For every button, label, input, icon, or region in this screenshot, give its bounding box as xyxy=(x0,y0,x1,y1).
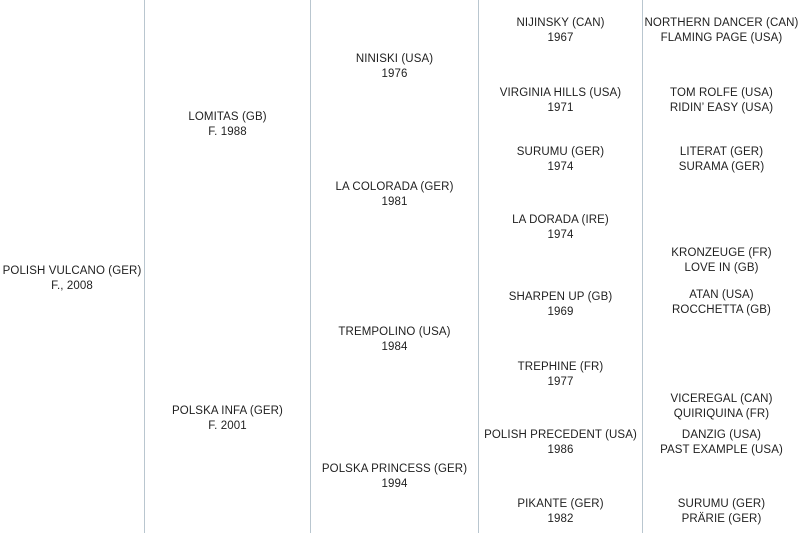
ancestor-dam: LOVE IN (GB) xyxy=(684,262,759,274)
ancestor-sire: VICEREGAL (CAN) xyxy=(670,393,773,405)
grandparent-name: TREMPOLINO (USA) xyxy=(338,326,451,338)
grandparent-entry xyxy=(311,462,478,492)
grandparent-entry xyxy=(311,52,478,82)
great-grandparent-entry xyxy=(479,86,642,116)
ancestor-dam: ROCCHETTA (GB) xyxy=(672,304,771,316)
great-grandparent-name: SHARPEN UP (GB) xyxy=(508,291,613,303)
great-grandparent-entry xyxy=(479,290,642,320)
great-grandparent-entry xyxy=(479,145,642,175)
dam-entry xyxy=(145,404,310,434)
ancestor-pair xyxy=(643,145,800,175)
great-grandparent-detail: 1974 xyxy=(547,161,574,173)
great-grandparent-name: PIKANTE (GER) xyxy=(517,498,604,510)
grandparent-name: NINISKI (USA) xyxy=(355,53,434,65)
great-grandparent-name: LA DORADA (IRE) xyxy=(512,214,609,226)
ancestor-sire: ATAN (USA) xyxy=(689,289,754,301)
dam-detail: F. 2001 xyxy=(208,420,247,432)
grandparent-detail: 1976 xyxy=(381,68,408,80)
great-grandparent-detail: 1971 xyxy=(547,102,574,114)
great-grandparent-detail: 1977 xyxy=(547,376,574,388)
sire-detail: F. 1988 xyxy=(208,126,247,138)
ancestor-dam: RIDIN’ EASY (USA) xyxy=(669,102,774,114)
grandparent-name: LA COLORADA (GER) xyxy=(335,181,454,193)
ancestor-dam: SURAMA (GER) xyxy=(678,161,765,173)
ancestor-dam: FLAMING PAGE (USA) xyxy=(660,32,783,44)
grandparent-entry xyxy=(311,180,478,210)
great-grandparent-name: NIJINSKY (CAN) xyxy=(516,17,605,29)
ancestor-sire: SURUMU (GER) xyxy=(677,498,766,510)
ancestor-pair xyxy=(643,392,800,422)
great-grandparent-entry xyxy=(479,360,642,390)
ancestor-dam: QUIRIQUINA (FR) xyxy=(673,408,770,420)
sire-entry xyxy=(145,110,310,140)
ancestor-pair xyxy=(643,86,800,116)
ancestor-sire: TOM ROLFE (USA) xyxy=(670,87,773,99)
ancestor-sire: NORTHERN DANCER (CAN) xyxy=(644,17,799,29)
ancestor-pair xyxy=(643,246,800,276)
ancestor-dam: PRÄRIE (GER) xyxy=(681,513,762,525)
ancestor-pair xyxy=(643,497,800,527)
great-grandparent-name: SURUMU (GER) xyxy=(516,146,605,158)
great-grandparent-entry xyxy=(479,213,642,243)
great-grandparent-entry xyxy=(479,428,642,458)
great-grandparent-name: VIRGINIA HILLS (USA) xyxy=(499,87,622,99)
ancestor-dam: PAST EXAMPLE (USA) xyxy=(660,444,783,456)
horse-name: POLISH VULCANO (GER) xyxy=(2,265,142,277)
sire-name: LOMITAS (GB) xyxy=(188,111,267,123)
great-grandparent-detail: 1967 xyxy=(547,32,574,44)
great-grandparent-detail: 1986 xyxy=(547,444,574,456)
ancestor-sire: LITERAT (GER) xyxy=(679,146,764,158)
horse-entry xyxy=(0,264,144,294)
grandparent-detail: 1981 xyxy=(381,196,408,208)
dam-name: POLSKA INFA (GER) xyxy=(172,405,283,417)
great-grandparent-detail: 1982 xyxy=(547,513,574,525)
great-grandparent-entry xyxy=(479,497,642,527)
great-grandparent-name: TREPHINE (FR) xyxy=(517,361,604,373)
horse-detail: F., 2008 xyxy=(51,280,93,292)
great-grandparent-name: POLISH PRECEDENT (USA) xyxy=(484,429,637,441)
great-grandparent-detail: 1969 xyxy=(547,306,574,318)
ancestor-sire: KRONZEUGE (FR) xyxy=(671,247,772,259)
ancestor-pair xyxy=(643,428,800,458)
ancestor-sire: DANZIG (USA) xyxy=(681,429,762,441)
ancestor-pair xyxy=(643,16,800,46)
ancestor-pair xyxy=(643,288,800,318)
grandparent-detail: 1984 xyxy=(381,341,408,353)
grandparent-entry xyxy=(311,325,478,355)
great-grandparent-entry xyxy=(479,16,642,46)
grandparent-name: POLSKA PRINCESS (GER) xyxy=(321,463,468,475)
great-grandparent-detail: 1974 xyxy=(547,229,574,241)
column-divider xyxy=(144,0,145,533)
grandparent-detail: 1994 xyxy=(381,478,408,490)
